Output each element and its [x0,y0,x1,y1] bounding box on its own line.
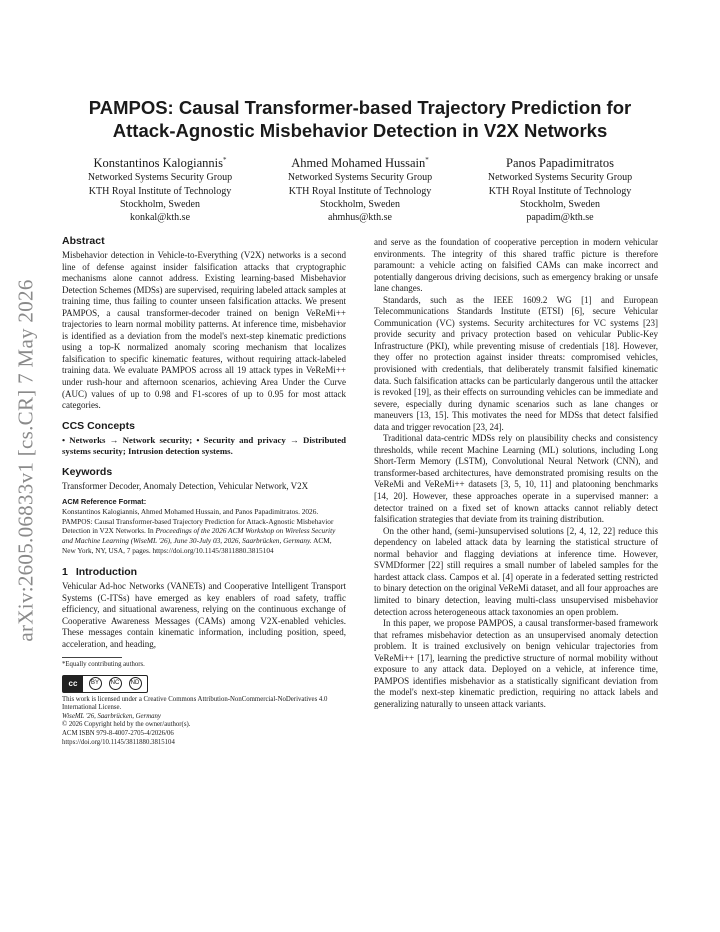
author-name: Panos Papadimitratos [506,156,614,171]
license-venue [62,713,346,722]
license-isbn: ACM ISBN 979-8-4007-2705-4/2026/06 [62,729,174,737]
keywords-heading: Keywords [62,465,113,478]
author-2 [262,152,458,225]
ccs-heading: CCS Concepts [62,419,135,432]
author-city: Stockholm, Sweden [320,198,400,210]
noncommercial-icon: NC [109,677,122,690]
right-column [374,237,658,710]
introduction-paragraph: Traditional data-centric MDSs rely on plausibility checks and consistency thresholds, while recent Machine Learning (ML) solutions, including Long Short-Term Memory (LSTM), Convolutional Neural Network (CNN), and transformer-based architectures, have demonstrated promising results on the VeReMi and VeReMi++ datasets [3, 5, 10, 11] and platooning benchmarks [14, 20]. However, these approaches operate in a supervised manner: a detector trained on a fixed set of known attacks cannot reliably detect falsification strategies that deviate from its training distribution. [374,433,658,525]
license-copyright: © 2026 Copyright held by the owner/author(s). [62,721,191,729]
abstract-text: Misbehavior detection in Vehicle-to-Everything (V2X) networks is a second line of defense against insider falsification attacks that cryptographic mechanisms alone cannot address. Existing learning-based Misbehavior Detection Schemes (MDSs) are supervised, requiring labeled attack samples at training time, thus failing to counter unseen falsification attacks. We present PAMPOS, a causal transformer-decoder trained on benign VeReMi++ trajectories to learn normal mobility patterns. At inference time, misbehavior is identified as a deviation from the model's next-step kinematic predictions using a top-K normalized anomaly scoring mechanism that localizes falsification to specific kinematic features, without requiring attack-labeled training data. We evaluate PAMPOS across all 19 attack types in VeReMi++ under rush-hour and afternoon scenarios, achieving Area Under the Curve (AUC) values of up to 0.98 and F1-scores of up to 0.95 for most attack categories. [62,250,346,411]
arxiv-identifier-text: arXiv:2605.06833v1 [cs.CR] 7 May 2026 [13,278,38,642]
cc-icon: cc [63,676,83,692]
title-line-1: PAMPOS: Causal Transformer-based Trajectory Prediction for [88,97,632,118]
acm-reference-text [62,507,346,555]
license-statement: This work is licensed under a Creative Commons Attribution-NonCommercial-NoDerivatives 4.0 International License. [62,695,328,712]
equal-contribution-mark: * [425,156,429,164]
keywords-text: Transformer Decoder, Anomaly Detection, Vehicular Network, V2X [62,480,309,491]
section-number: 1 [62,566,68,579]
author-name: Ahmed Mohamed Hussain [291,156,426,171]
author-3 [462,152,658,225]
title-line-2: Attack-Agnostic Misbehavior Detection in V2X Networks [112,120,608,141]
author-institute: KTH Royal Institute of Technology [288,185,432,197]
section-title: Introduction [75,566,138,579]
author-city: Stockholm, Sweden [520,198,600,210]
attribution-icon: BY [89,677,102,690]
author-group: Networked Systems Security Group [87,172,233,184]
creative-commons-badge [62,675,148,693]
acm-reference-doi: ACM, New York, NY, USA, 7 pages. https://doi.org/10.1145/3811880.3815104 [62,536,332,555]
introduction-text-left: Vehicular Ad-hoc Networks (VANETs) and Cooperative Intelligent Transport Systems (C-ITSs) have emerged as key enablers of road safety, traffic efficiency, and situational awareness, relying on the continuous exchange of Cooperative Awareness Messages (CAMs) among V2X-enabled vehicles. These messages contain kinematic information, including position, speed, acceleration, and heading, [62,581,346,649]
author-city: Stockholm, Sweden [120,198,200,210]
noderivatives-icon: ND [129,677,142,690]
ccs-text: • Networks → Network security; • Security and privacy → Distributed systems security; Intrusion detection systems. [62,434,346,457]
arxiv-identifier [8,250,44,670]
introduction-paragraph: Standards, such as the IEEE 1609.2 WG [1] and European Telecommunications Standards Institute (ETSI) [6], secure Vehicular Communication (VC) systems. Security architectures for VC systems [23] provide security and privacy protection based on vehicular Public-Key Infrastructure (PKI), while preventing misuse of credentials [18]. However, they offer no protection against insider threats: compromised vehicles, provisioned with credentials, that deliberately transmit falsified kinematic data. Such falsification attacks can be particularly dangerous until the attacker is revoked [19], as their effects on surrounding vehicles can be immediate and severe, especially during dynamic scenarios such as lane changes or maneuvers [13, 15]. This motivates the need for MDSs that detect falsified data and trigger revocation [23, 24]. [374,294,658,432]
license-doi: https://doi.org/10.1145/3811880.3815104 [62,738,175,746]
author-email: papadim@kth.se [526,212,594,224]
paper-title [62,96,658,142]
author-1 [62,152,258,225]
footnote-divider [62,657,122,658]
license-venue-text: WiseML '26, Saarbrücken, Germany [62,712,161,720]
acm-reference-venue: Proceedings of the 2026 ACM Workshop on Wireless Security and Machine Learning (WiseML '26), June 30-July 03, 2026, Saarbrücken, Germany. [62,526,336,546]
author-name: Konstantinos Kalogiannis [93,156,223,171]
acm-reference-authors: Konstantinos Kalogiannis, Ahmed Mohamed Hussain, and Panos Papadimitratos. 2026. PAMPOS: Causal Transformer-based Trajectory Prediction for Attack-Agnostic Misbehavior Detection in V2X Networks. In [62,507,334,536]
author-institute: KTH Royal Institute of Technology [488,185,632,197]
author-group: Networked Systems Security Group [487,172,633,184]
author-group: Networked Systems Security Group [287,172,433,184]
author-institute: KTH Royal Institute of Technology [88,185,232,197]
equal-contribution-mark: * [223,156,227,164]
acm-reference-heading: ACM Reference Format: [62,497,147,507]
author-email: ahmhus@kth.se [328,212,392,224]
author-email: konkal@kth.se [129,212,191,224]
license-block [62,696,346,748]
introduction-paragraph: In this paper, we propose PAMPOS, a causal transformer-based framework that reframes misbehavior detection as an unsupervised anomaly detection problem. It is trained exclusively on benign vehicular trajectories from VeReMi++ [17], learning the predictive structure of normal mobility without exposure to any attack data. Deployed on a vehicle, at inference time, PAMPOS identifies misbehavior as a statistically significant deviation from the model's next-step kinematic prediction, requiring no attack labels and generalizing naturally to unseen attack variants. [374,618,658,709]
footnote: *Equally contributing authors. [62,660,145,668]
introduction-paragraph: and serve as the foundation of cooperative perception in modern vehicular environments. The integrity of this shared traffic picture is therefore paramount: a vehicle acting on falsified CAMs can make incorrect and potentially dangerous driving decisions, such as emergency braking or unsafe lane changes. [374,237,658,294]
introduction-paragraph: On the other hand, (semi-)unsupervised solutions [2, 4, 12, 22] reduce this dependency on labeled attack data by learning the statistical structure of normal behavior and flagging deviations at inference time. However, SVMDformer [22] still requires a small number of labeled samples for the hardest attack class. Campos et al. [4] operate in a federated setting restricted to binary detection on the original VeReMi dataset, and all four approaches are limited to binary detection, leaving multi-class unsupervised misbehavior detection across heterogeneous attack taxonomies an open problem. [374,525,658,617]
introduction-heading [62,566,346,579]
abstract-heading: Abstract [62,235,105,247]
left-column [62,235,346,747]
author-block [62,152,658,225]
